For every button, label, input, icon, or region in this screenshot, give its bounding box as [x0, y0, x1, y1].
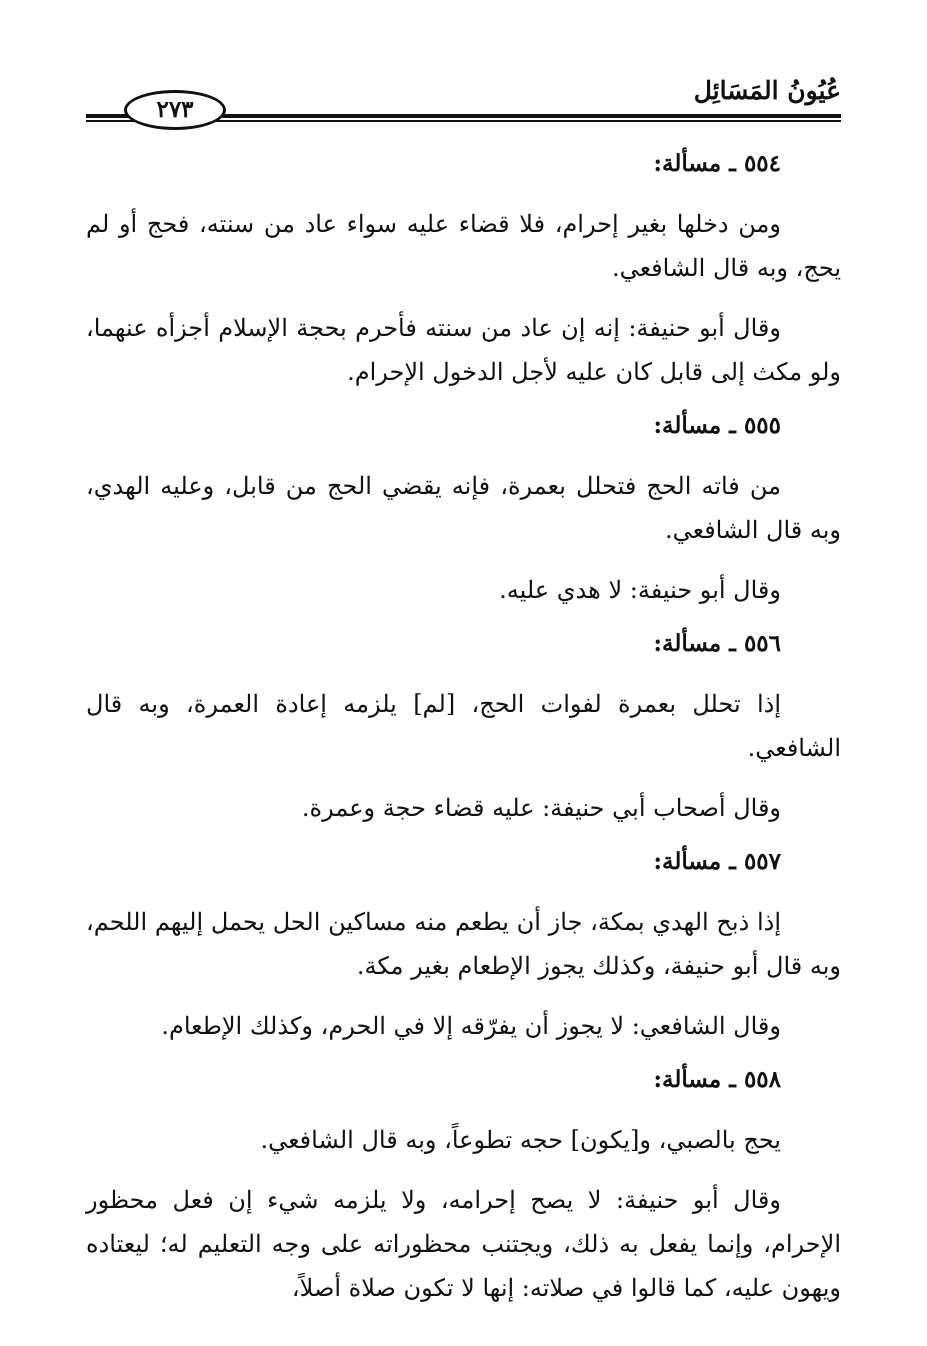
section-555: [86, 412, 841, 612]
page-number: ٢٧٣: [124, 90, 226, 130]
paragraph: وقال الشافعي: لا يجوز أن يفرّقه إلا في الحرم، وكذلك الإطعام.: [161, 1012, 781, 1040]
paragraph: يحج بالصبي، و[يكون] حجه تطوعاً، وبه قال الشافعي.: [260, 1126, 781, 1154]
paragraph: وقال أبو حنيفة: لا هدي عليه.: [499, 576, 781, 604]
section-heading: ٥٥٦ ـ مسألة:: [653, 630, 781, 657]
paragraph: من فاته الحج فتحلل بعمرة، فإنه يقضي الحج من قابل، وعليه الهدي، وبه قال الشافعي.: [86, 472, 841, 544]
section-554: [86, 150, 841, 394]
section-557: [86, 848, 841, 1048]
paragraph: وقال أبو حنيفة: إنه إن عاد من سنته فأحرم بحجة الإسلام أجزأه عنهما، ولو مكث إلى قابل كان عليه لأجل الدخول الإحرام.: [86, 314, 841, 386]
book-title: عُيُونُ المَسَائِل: [693, 76, 841, 105]
running-header: [86, 70, 841, 130]
section-558: [86, 1066, 841, 1310]
paragraph: وقال أصحاب أبي حنيفة: عليه قضاء حجة وعمرة.: [301, 794, 781, 822]
paragraph: ومن دخلها بغير إحرام، فلا قضاء عليه سواء عاد من سنته، فحج أو لم يحج، وبه قال الشافعي.: [86, 210, 841, 282]
paragraph: وقال أبو حنيفة: لا يصح إحرامه، ولا يلزمه شيء إن فعل محظور الإحرام، وإنما يفعل به ذلك، ويجتنب محظوراته على وجه التعليم له؛ ليعتاده ويهون عليه، كما قالوا في صلاته: إنها لا تكون صلاة أصلاً،: [86, 1186, 841, 1302]
section-heading: ٥٥٥ ـ مسألة:: [653, 412, 781, 439]
section-heading: ٥٥٧ ـ مسألة:: [653, 848, 781, 875]
section-heading: ٥٥٨ ـ مسألة:: [653, 1066, 781, 1093]
paragraph: إذا ذبح الهدي بمكة، جاز أن يطعم منه مساكين الحل يحمل إليهم اللحم، وبه قال أبو حنيفة، وكذلك يجوز الإطعام بغير مكة.: [86, 908, 841, 980]
section-556: [86, 630, 841, 830]
paragraph: إذا تحلل بعمرة لفوات الحج، [لم] يلزمه إعادة العمرة، وبه قال الشافعي.: [86, 690, 841, 762]
page-body: [86, 150, 841, 1328]
section-heading: ٥٥٤ ـ مسألة:: [653, 150, 781, 177]
